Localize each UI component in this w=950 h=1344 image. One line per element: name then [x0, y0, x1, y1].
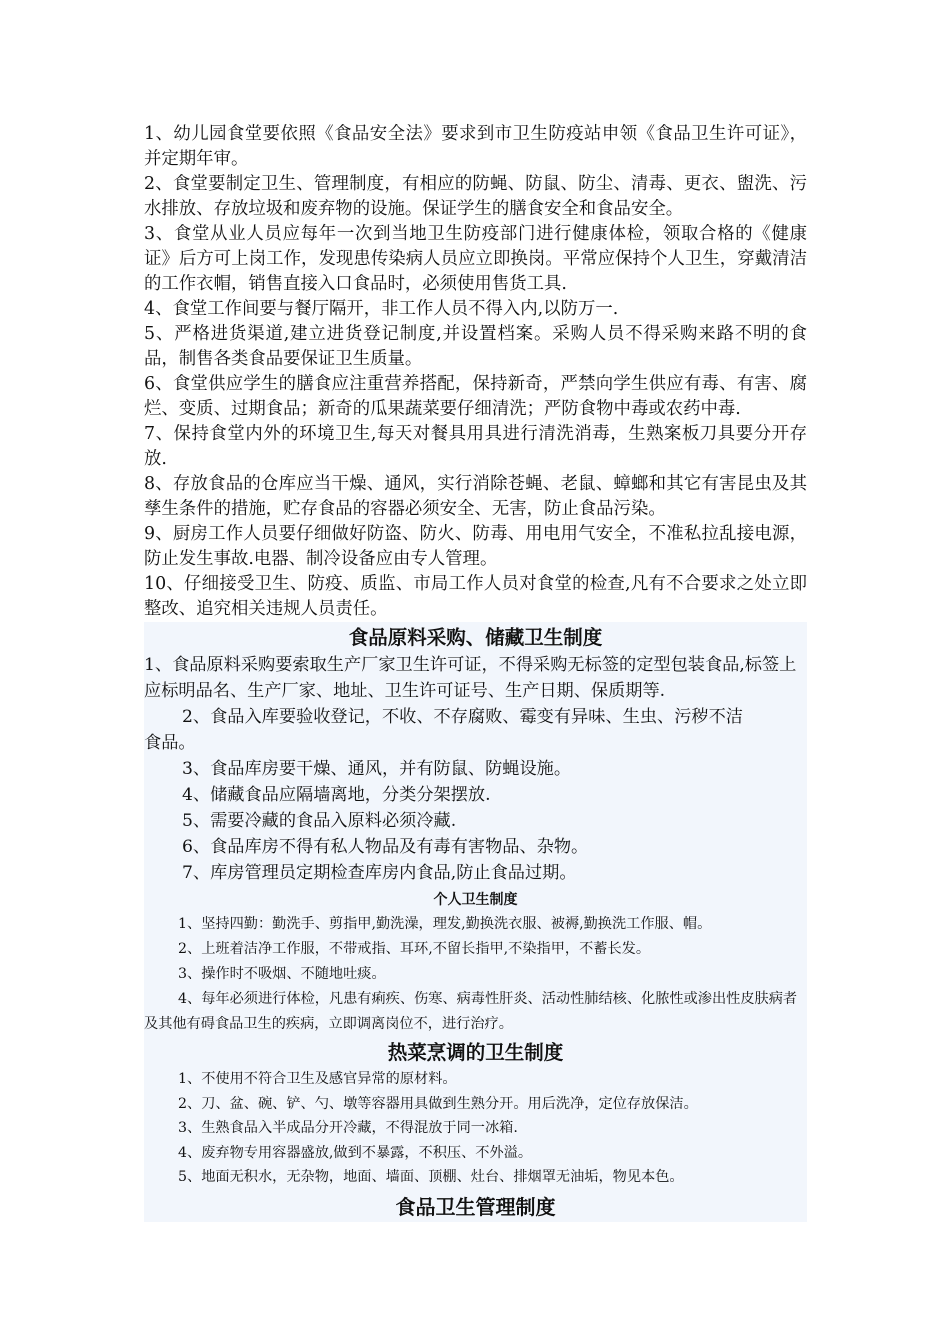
cooking-item: 2、刀、盆、碗、铲、勺、墩等容器用具做到生熟分开。用后洗净，定位存放保洁。 — [178, 1095, 698, 1112]
rule-paragraph: 10、仔细接受卫生、防疫、质监、市局工作人员对食堂的检查,凡有不合要求之处立即整改、追究相关违规人员责任。 — [144, 574, 807, 619]
personal-hygiene-item: 3、操作时不吸烟、不随地吐痰。 — [178, 966, 386, 982]
cooking-item: 3、生熟食品入半成品分开冷藏，不得混放于同一冰箱. — [178, 1120, 518, 1136]
procurement-item-continuation: 食品。 — [144, 733, 196, 753]
rule-paragraph: 8、存放食品的仓库应当干燥、通风，实行消除苍蝇、老鼠、蟑螂和其它有害昆虫及其孳生条件的措施，贮存食品的容器必须安全、无害，防止食品污染。 — [144, 474, 807, 519]
cooking-title: 热菜烹调的卫生制度 — [387, 1041, 564, 1064]
procurement-item: 4、储藏食品应隔墙离地，分类分架摆放. — [182, 785, 491, 805]
personal-hygiene-item: 2、上班着洁净工作服，不带戒指、耳环,不留长指甲,不染指甲，不蓄长发。 — [178, 941, 651, 957]
rule-paragraph: 3、食堂从业人员应每年一次到当地卫生防疫部门进行健康体检，领取合格的《健康证》后方可上岗工作，发现患传染病人员应立即换岗。平常应保持个人卫生，穿戴清洁的工作衣帽，销售直接入口食品时，必须使用售货工具. — [144, 224, 807, 294]
rule-paragraph: 6、食堂供应学生的膳食应注重营养搭配，保持新奇，严禁向学生供应有毒、有害、腐烂、变质、过期食品；新奇的瓜果蔬菜要仔细清洗；严防食物中毒或农药中毒. — [144, 374, 807, 419]
management-title: 食品卫生管理制度 — [395, 1194, 556, 1219]
rule-paragraph: 7、保持食堂内外的环境卫生,每天对餐具用具进行清洗消毒，生熟案板刀具要分开存放. — [144, 424, 807, 469]
rule-paragraph: 1、幼儿园食堂要依照《食品安全法》要求到市卫生防疫站申领《食品卫生许可证》，并定期年审。 — [144, 124, 807, 169]
rule-paragraph: 9、厨房工作人员要仔细做好防盗、防火、防毒、用电用气安全，不准私拉乱接电源，防止发生事故.电器、制冷设备应由专人管理。 — [144, 524, 807, 569]
personal-hygiene-item: 1、坚持四勤：勤洗手、剪指甲,勤洗澡，理发,勤换洗衣服、被褥,勤换洗工作服、帽。 — [178, 916, 712, 932]
rule-paragraph: 2、食堂要制定卫生、管理制度，有相应的防蝇、防鼠、防尘、清毒、更衣、盥洗、污水排放、存放垃圾和废弃物的设施。保证学生的膳食安全和食品安全。 — [144, 174, 807, 219]
procurement-item: 7、库房管理员定期检查库房内食品,防止食品过期。 — [182, 863, 577, 883]
rule-paragraph: 4、食堂工作间要与餐厅隔开，非工作人员不得入内,以防万一. — [144, 299, 619, 319]
procurement-item: 2、食品入库要验收登记，不收、不存腐败、霉变有异味、生虫、污秽不洁 — [182, 707, 743, 727]
procurement-item: 3、食品库房要干燥、通风，并有防鼠、防蝇设施。 — [182, 759, 572, 779]
rule-paragraph: 5、严格进货渠道,建立进货登记制度,并设置档案。采购人员不得采购来路不明的食品，制售各类食品要保证卫生质量。 — [144, 324, 807, 369]
cooking-item: 5、地面无积水，无杂物，地面、墙面、顶棚、灶台、排烟罩无油垢，物见本色。 — [178, 1169, 684, 1185]
procurement-title: 食品原料采购、储藏卫生制度 — [348, 626, 603, 649]
personal-hygiene-title: 个人卫生制度 — [433, 892, 518, 908]
document-content — [144, 122, 807, 1222]
procurement-item: 6、食品库房不得有私人物品及有毒有害物品、杂物。 — [182, 837, 589, 857]
procurement-item: 1、食品原料采购要索取生产厂家卫生许可证，不得采购无标签的定型包装食品,标签上应标明品名、生产厂家、地址、卫生许可证号、生产日期、保质期等. — [144, 655, 797, 701]
cooking-item: 4、废弃物专用容器盛放,做到不暴露，不积压、不外溢。 — [178, 1144, 533, 1161]
canteen-rules — [144, 122, 807, 622]
cooking-item: 1、不使用不符合卫生及感官异常的原材料。 — [178, 1071, 457, 1087]
shaded-section — [144, 622, 807, 1222]
procurement-item: 5、需要冷藏的食品入原料必须冷藏. — [182, 811, 457, 831]
personal-hygiene-item: 4、每年必须进行体检，凡患有痢疾、伤寒、病毒性肝炎、活动性肺结核、化脓性或渗出性皮肤病者及其他有碍食品卫生的疾病，立即调离岗位不，进行治疗。 — [144, 991, 798, 1032]
